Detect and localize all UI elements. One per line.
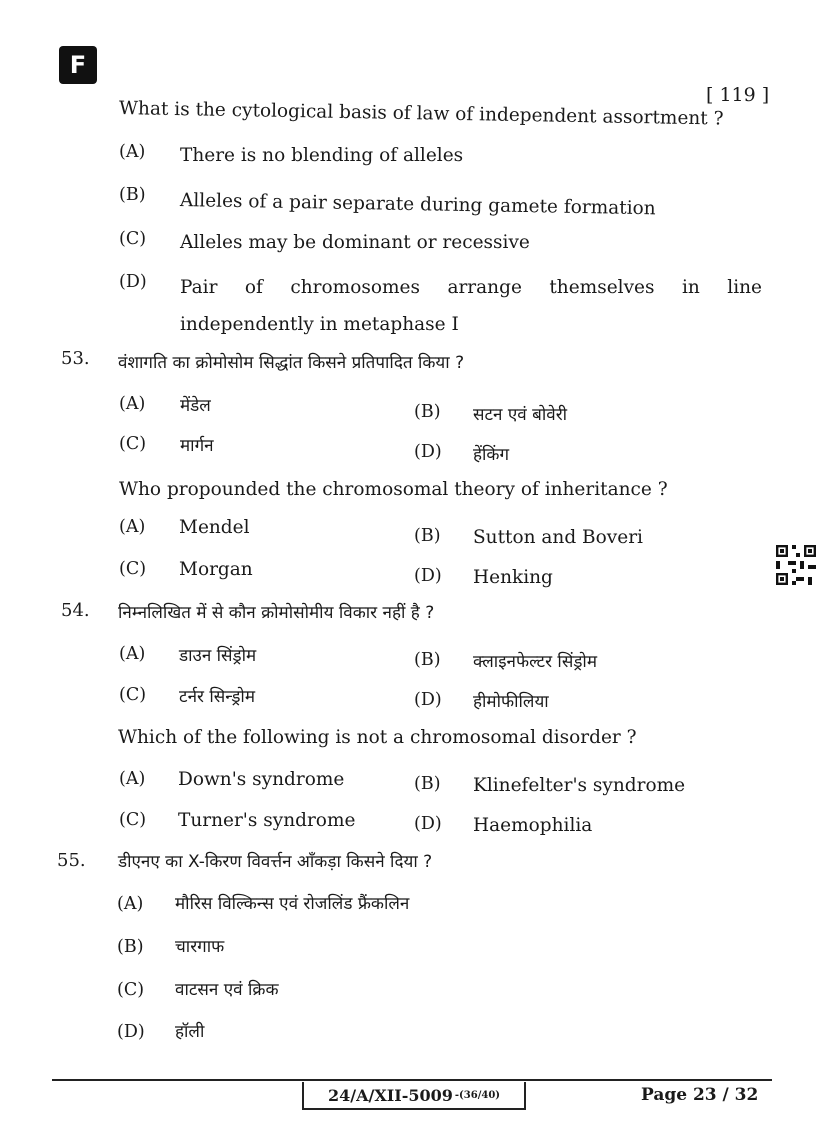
option-text: Henking [473, 567, 553, 588]
word: Pair [180, 277, 218, 298]
paper-code-sub: -(36/40) [454, 1089, 501, 1101]
question-number: 55. [57, 850, 86, 871]
option-label: (A) [119, 142, 146, 162]
option-text-hindi: मौरिस विल्किन्स एवं रोजलिंड फ्रैंकलिन [175, 894, 410, 914]
option-label: (A) [119, 394, 146, 414]
option-text: Klinefelter's syndrome [473, 775, 686, 796]
question-number: 54. [61, 600, 90, 621]
option-text-continued: independently in metaphase I [180, 314, 459, 335]
option-label: (A) [119, 517, 146, 537]
option-text-hindi: डाउन सिंड्रोम [179, 646, 257, 666]
option-label: (B) [414, 402, 441, 422]
word: in [681, 277, 700, 298]
option-text-hindi: वाटसन एवं क्रिक [175, 980, 279, 1000]
option-text-justified [180, 277, 762, 298]
option-label: (A) [119, 769, 146, 789]
option-label: (C) [119, 229, 147, 249]
paper-code: 24/A/XII-5009 [327, 1085, 453, 1105]
word: themselves [549, 277, 655, 298]
option-label: (B) [119, 185, 146, 205]
option-label: (A) [119, 644, 146, 664]
option-text-hindi: क्लाइनफेल्टर सिंड्रोम [473, 652, 597, 672]
option-text-hindi: मेंडेल [180, 396, 211, 416]
qr-code-icon [776, 545, 816, 585]
option-text: Sutton and Boveri [473, 527, 643, 548]
page-code: [ 119 ] [706, 84, 770, 106]
option-label: (A) [117, 894, 144, 914]
option-text: Turner's syndrome [178, 810, 356, 831]
question-number: 53. [61, 348, 90, 369]
option-text-hindi: सटन एवं बोवेरी [473, 405, 568, 425]
option-text: Alleles may be dominant or recessive [180, 232, 530, 253]
option-label: (C) [119, 685, 147, 705]
option-text-hindi: चारगाफ [175, 937, 225, 957]
question-text-hindi: डीएनए का X-किरण विवर्त्तन आँकड़ा किसने दिया ? [118, 852, 433, 872]
option-text: Morgan [179, 559, 253, 580]
word: line [727, 277, 762, 298]
option-label: (B) [117, 937, 144, 957]
option-label: (B) [414, 774, 441, 794]
option-label: (D) [414, 442, 442, 462]
option-label: (D) [117, 1022, 145, 1042]
option-label: (D) [414, 690, 442, 710]
option-text: Mendel [179, 517, 250, 538]
option-text: There is no blending of alleles [180, 145, 464, 166]
question-text: What is the cytological basis of law of independent assortment ? [118, 98, 724, 130]
option-label: (B) [414, 650, 441, 670]
page-number: Page 23 / 32 [641, 1085, 759, 1105]
question-text: Who propounded the chromosomal theory of inheritance ? [119, 479, 668, 500]
option-text-hindi: टर्नर सिन्ड्रोम [179, 687, 256, 707]
option-text-hindi: हेंकिंग [473, 445, 510, 465]
option-label: (C) [119, 434, 147, 454]
option-text-hindi: हीमोफीलिया [473, 692, 549, 712]
option-label: (D) [119, 272, 147, 292]
footer-divider [52, 1079, 772, 1081]
option-label: (C) [119, 559, 147, 579]
option-text: Alleles of a pair separate during gamete formation [179, 190, 656, 220]
option-label: (C) [117, 980, 145, 1000]
option-label: (D) [414, 814, 442, 834]
option-label: (B) [414, 526, 441, 546]
option-label: (C) [119, 810, 147, 830]
option-text: Haemophilia [473, 815, 593, 836]
option-text-hindi: हॉली [175, 1022, 205, 1042]
option-text: Down's syndrome [178, 769, 345, 790]
paper-code-box [302, 1082, 526, 1110]
question-text-hindi: वंशागति का क्रोमोसोम सिद्धांत किसने प्रतिपादित किया ? [118, 353, 465, 373]
question-text-hindi: निम्नलिखित में से कौन क्रोमोसोमीय विकार नहीं है ? [118, 603, 435, 623]
word: chromosomes [290, 277, 420, 298]
option-text-hindi: मार्गन [180, 436, 214, 456]
option-label: (D) [414, 566, 442, 586]
word: arrange [447, 277, 522, 298]
question-text: Which of the following is not a chromosomal disorder ? [118, 727, 637, 748]
section-badge: F [59, 46, 97, 84]
word: of [244, 277, 263, 298]
